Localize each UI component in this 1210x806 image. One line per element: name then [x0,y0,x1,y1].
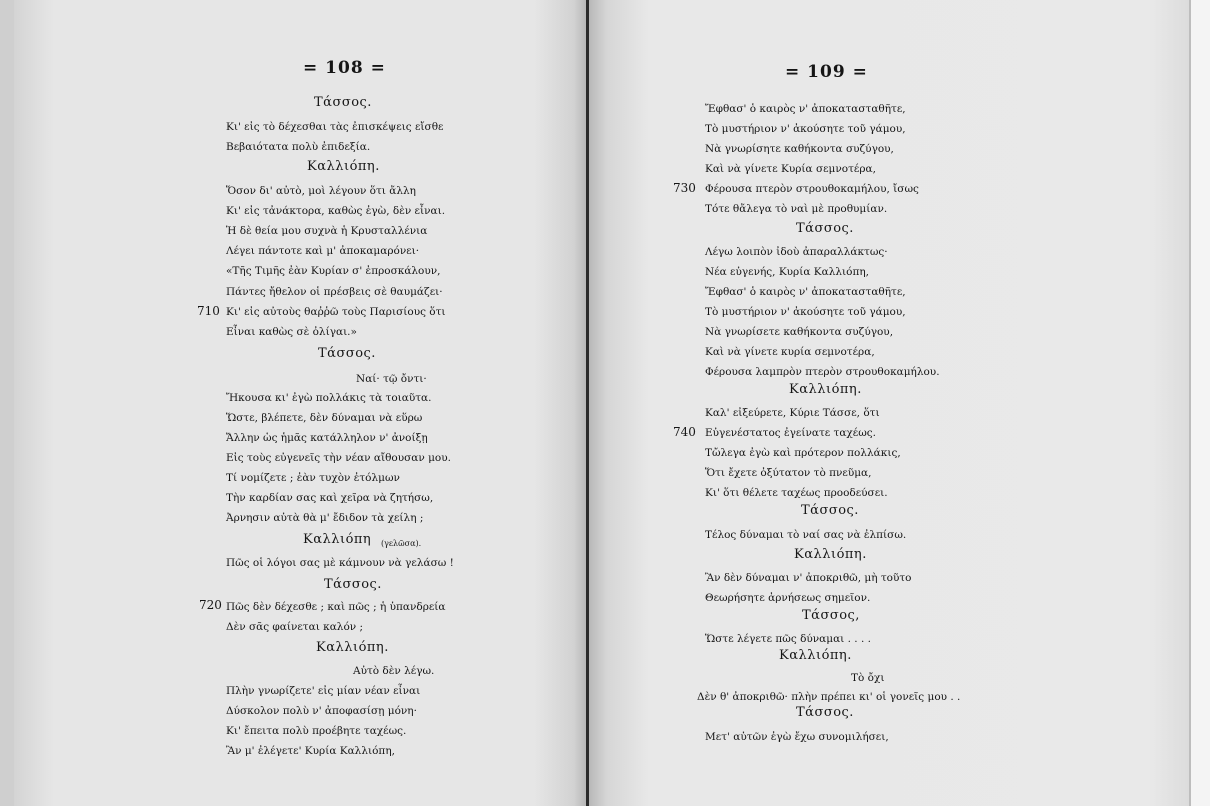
verse-line: Κι' εἰς τὸ δέχεσθαι τὰς ἐπισκέψεις εἴσθε [226,121,444,133]
verse-line: «Τῆς Τιμῆς ἐὰν Κυρίαν σ' ἐπροσκάλουν, [226,265,441,277]
verse-line: Μετ' αὐτῶν ἐγὼ ἔχω συνομιλήσει, [705,731,889,743]
verse-line: Ἄλλην ὡς ἡμᾶς κατάλληλον ν' ἀνοίξῃ [226,432,428,444]
verse-line: Θεωρήσητε ἀρνήσεως σημεῖον. [705,592,871,604]
verse-line: Νέα εὐγενής, Κυρία Καλλιόπη, [705,266,869,278]
verse-line: Εἶναι καθὼς σὲ ὀλίγαι.» [226,326,357,338]
verse-line: Εἰς τοὺς εὐγενεῖς τὴν νέαν αἴθουσαν μου. [226,452,451,464]
verse-line: Ἂν μ' ἐλέγετε' Κυρία Καλλιόπη, [226,745,395,757]
speaker-name: Τάσσος. [796,221,854,236]
verse-line: Δὲν θ' ἀποκριθῶ· πλὴν πρέπει κι' οἱ γονεῖς μου . . [697,691,961,703]
verse-line: Πλὴν γνωρίζετε' εἰς μίαν νέαν εἶναι [226,685,421,697]
speaker-name: Τάσσος. [324,577,382,592]
line-number: 710 [197,304,220,318]
verse-line: Κι' εἰς αὐτοὺς θαῤῥῶ τοὺς Παρισίους ὅτι [226,306,446,318]
speaker-name: Τάσσος, [802,608,860,623]
verse-line: Ὅτι ἔχετε ὀξύτατον τὸ πνεῦμα, [705,467,872,479]
verse-line: Κι' ἔπειτα πολὺ προέβητε ταχέως. [226,725,407,737]
speaker-name: Καλλιόπη. [779,648,852,663]
verse-line: Ἡ δὲ θεία μου συχνὰ ἡ Κρυσταλλένια [226,225,428,237]
verse-line: Τὸ ὄχι [851,672,885,684]
verse-line: Ἀρνησιν αὐτὰ θὰ μ' ἔδιδον τὰ χείλη ; [226,512,424,524]
verse-line: Τὤλεγα ἐγὼ καὶ πρότερον πολλάκις, [705,447,901,459]
verse-line: Καὶ νὰ γίνετε κυρία σεμνοτέρα, [705,346,875,358]
speaker-name: Καλλιόπη. [789,382,862,397]
line-number: 720 [199,598,222,612]
verse-line: Νὰ γνωρίσητε καθήκοντα συζύγου, [705,143,894,155]
speaker-name: Τάσσος. [318,346,376,361]
verse-line: Ἤκουσα κι' ἐγὼ πολλάκις τὰ τοιαῦτα. [226,392,432,404]
verse-line: Τί νομίζετε ; ἐὰν τυχὸν ἐτόλμων [226,472,400,484]
speaker-name: Καλλιόπη. [316,640,389,655]
verse-line: Εὐγενέστατος ἐγείνατε ταχέως. [705,427,877,439]
verse-line: Φέρουσα πτερὸν στρουθοκαμήλου, ἴσως [705,183,919,195]
verse-line: Ὥστε λέγετε πῶς δύναμαι . . . . [705,633,871,645]
speaker-name: Τάσσος. [314,95,372,110]
speaker-name: Τάσσος. [801,503,859,518]
verse-line: Δύσκολον πολὺ ν' ἀποφασίσῃ μόνη· [226,705,417,717]
verse-line: Λέγει πάντοτε καὶ μ' ἀποκαμαρόνει· [226,245,420,257]
verse-line: Τότε θἄλεγα τὸ ναὶ μὲ προθυμίαν. [705,203,888,215]
verse-line: Κι' ὅτι θέλετε ταχέως προοδεύσει. [705,487,888,499]
verse-line: Πῶς δὲν δέχεσθε ; καὶ πῶς ; ἡ ὑπανδρεία [226,601,446,613]
verse-line: Βεβαιότατα πολὺ ἐπιδεξία. [226,141,371,153]
verse-line: Ὅσον δι' αὐτὸ, μοὶ λέγουν ὅτι ἄλλη [226,185,416,197]
line-number: 730 [673,181,696,195]
verse-line: Ἂν δὲν δύναμαι ν' ἀποκριθῶ, μὴ τοῦτο [705,572,912,584]
verse-line: Ἔφθασ' ὁ καιρὸς ν' ἀποκατασταθῆτε, [705,286,906,298]
verse-line: Αὐτὸ δὲν λέγω. [353,665,435,677]
speaker-name: Καλλιόπη. [794,547,867,562]
left-page [14,0,587,806]
verse-line: Πάντες ἤθελον οἱ πρέσβεις σὲ θαυμάζει· [226,286,443,298]
verse-line: Τὴν καρδίαν σας καὶ χεῖρα νὰ ζητήσω, [226,492,434,504]
verse-line: Δὲν σᾶς φαίνεται καλόν ; [226,621,364,633]
speaker-name: Τάσσος. [796,705,854,720]
verse-line: Πῶς οἱ λόγοι σας μὲ κάμνουν νὰ γελάσω ! [226,557,454,569]
verse-line: Ἔφθασ' ὁ καιρὸς ν' ἀποκατασταθῆτε, [705,103,906,115]
verse-line: Φέρουσα λαμπρὸν πτερὸν στρουθοκαμήλου. [705,366,940,378]
page-edge-right [1189,0,1210,806]
verse-line: Λέγω λοιπὸν ἰδοὺ ἀπαραλλάκτως· [705,246,888,258]
verse-line: Ναί· τῷ ὄντι· [356,373,427,385]
verse-line: Τὸ μυστήριον ν' ἀκούσητε τοῦ γάμου, [705,306,906,318]
verse-line: Νὰ γνωρίσετε καθήκοντα συζύγου, [705,326,894,338]
verse-line: Καὶ νὰ γίνετε Κυρία σεμνοτέρα, [705,163,876,175]
verse-line: Κι' εἰς τἀνάκτορα, καθὼς ἐγὼ, δὲν εἶναι. [226,205,446,217]
speaker-name: Καλλιόπη [303,532,372,547]
verse-line: Καλ' εἰξεύρετε, Κύριε Τάσσε, ὅτι [705,407,880,419]
page-number: = 109 = [785,62,868,82]
right-page [589,0,1189,806]
verse-line: Τὸ μυστήριον ν' ἀκούσητε τοῦ γάμου, [705,123,906,135]
line-number: 740 [673,425,696,439]
verse-line: Ὥστε, βλέπετε, δὲν δύναμαι νὰ εὕρω [226,412,423,424]
speaker-name: Καλλιόπη. [307,159,380,174]
page-number: = 108 = [303,58,386,78]
stage-direction: (γελῶσα). [381,539,422,548]
page-edge-left [0,0,14,806]
verse-line: Τέλος δύναμαι τὸ ναί σας νὰ ἐλπίσω. [705,529,907,541]
